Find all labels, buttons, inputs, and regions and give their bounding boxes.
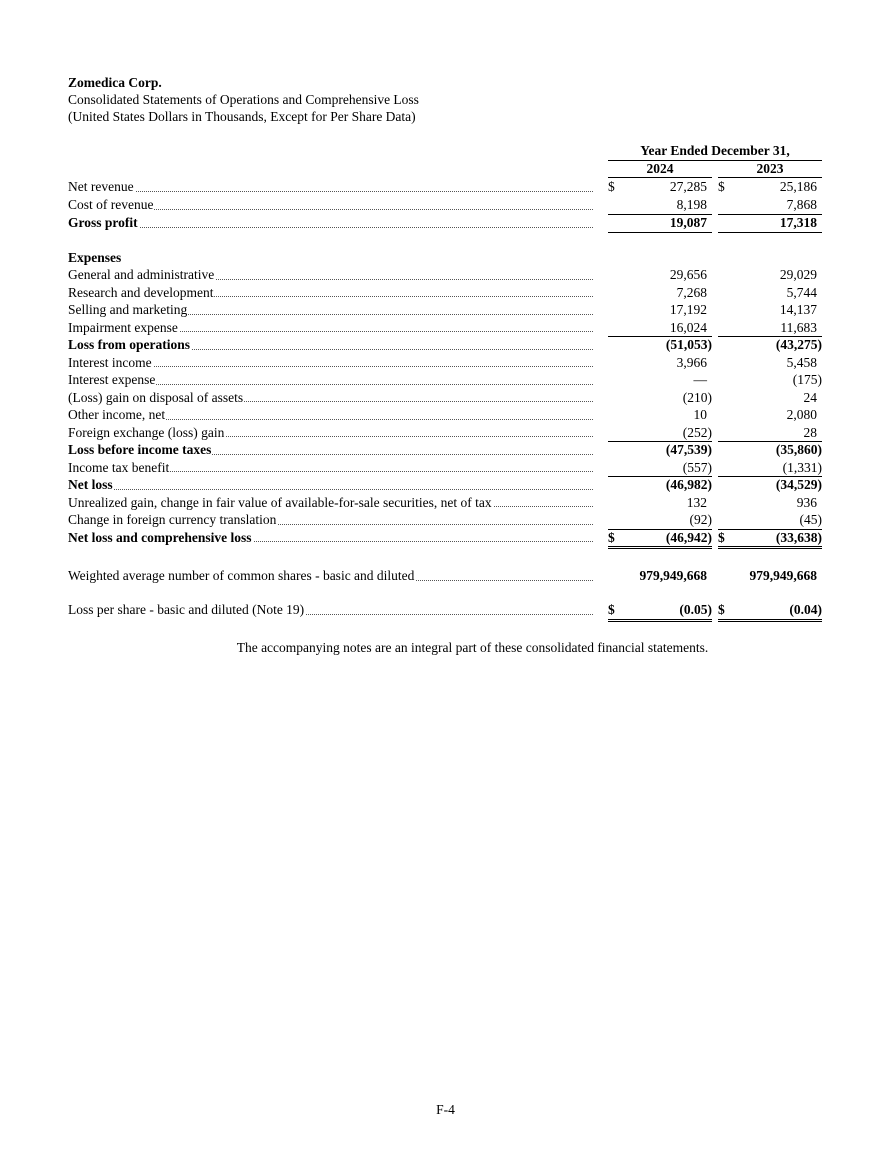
value-2024: 7,268 [676, 284, 707, 300]
currency-symbol: $ [718, 179, 725, 194]
row-impairment-expense [68, 319, 828, 337]
row-label: Loss before income taxes [68, 442, 212, 457]
value-2024: 19,087 [669, 215, 707, 230]
row-label: General and administrative [68, 267, 215, 282]
row-label: Unrealized gain, change in fair value of available-for-sale securities, net of tax [68, 494, 492, 510]
value-2023: 936 [796, 494, 817, 510]
value-2024: — [693, 372, 707, 387]
row-gross-profit [68, 214, 828, 232]
row-selling-marketing [68, 301, 828, 319]
value-2024: (51,053) [665, 337, 712, 352]
row-label: (Loss) gain on disposal of assets [68, 389, 244, 405]
row-label: Loss per share - basic and diluted (Note 19) [68, 602, 305, 617]
statement-header [68, 74, 419, 125]
value-2024: (210) [682, 389, 712, 405]
value-2024: (46,982) [665, 477, 712, 492]
year-heading-2024: 2024 [608, 161, 712, 178]
row-label: Change in foreign currency translation [68, 512, 277, 527]
row-label: Interest expense [68, 372, 156, 387]
row-loss-from-operations [68, 336, 828, 354]
value-2023: (1,331) [782, 459, 822, 475]
row-currency-translation [68, 511, 828, 529]
row-net-revenue [68, 178, 828, 196]
value-2024: 979,949,668 [639, 568, 707, 583]
currency-symbol: $ [608, 602, 615, 617]
value-2024: (0.05) [679, 602, 712, 617]
value-2024: 29,656 [669, 267, 707, 282]
value-2024: (46,942) [665, 529, 712, 545]
value-2023: 28 [803, 424, 817, 440]
value-2023: (33,638) [775, 529, 822, 545]
row-foreign-exchange [68, 424, 828, 442]
value-2023: (45) [799, 512, 822, 527]
row-label: Selling and marketing [68, 302, 188, 317]
value-2024: 17,192 [669, 302, 707, 317]
section-expenses [68, 249, 828, 267]
value-2023: 29,029 [779, 267, 817, 282]
value-2023: 14,137 [779, 302, 817, 317]
value-2023: 7,868 [786, 197, 817, 212]
period-heading: Year Ended December 31, [608, 143, 822, 161]
value-2023: 11,683 [780, 319, 817, 335]
row-label: Foreign exchange (loss) gain [68, 424, 225, 440]
value-2023: (35,860) [775, 442, 822, 457]
row-disposal-of-assets [68, 389, 828, 407]
value-2024: 16,024 [669, 319, 707, 335]
row-label: Weighted average number of common shares - basic and diluted [68, 568, 415, 583]
value-2023: (0.04) [789, 602, 822, 617]
row-label: Net loss and comprehensive loss [68, 529, 252, 545]
row-net-loss [68, 476, 828, 494]
row-interest-expense [68, 371, 828, 389]
value-2024: (47,539) [665, 442, 712, 457]
row-weighted-shares [68, 567, 828, 585]
value-2024: 132 [686, 494, 707, 510]
row-label: Net revenue [68, 179, 134, 194]
currency-symbol: $ [608, 179, 615, 194]
value-2024: 3,966 [676, 354, 707, 370]
row-income-tax-benefit [68, 459, 828, 477]
value-2024: 8,198 [676, 197, 707, 212]
currency-symbol: $ [718, 602, 725, 617]
statement-title: Consolidated Statements of Operations and Comprehensive Loss [68, 92, 419, 107]
value-2023: (43,275) [775, 337, 822, 352]
row-general-administrative [68, 266, 828, 284]
value-2023: 25,186 [779, 179, 817, 194]
row-label: Research and development [68, 284, 214, 300]
row-label: Other income, net [68, 407, 166, 422]
value-2023: 5,744 [786, 284, 817, 300]
value-2023: 24 [803, 389, 817, 405]
company-name: Zomedica Corp. [68, 75, 162, 90]
page-number: F-4 [436, 1102, 455, 1117]
value-2024: 27,285 [669, 179, 707, 194]
value-2023: (175) [792, 372, 822, 387]
value-2024: (92) [689, 512, 712, 527]
row-cost-of-revenue [68, 196, 828, 214]
row-label: Loss from operations [68, 337, 191, 352]
row-label: Net loss [68, 477, 113, 492]
value-2023: (34,529) [775, 477, 822, 492]
row-label: Interest income [68, 354, 152, 370]
row-research-development [68, 284, 828, 302]
row-label: Gross profit [68, 215, 138, 230]
row-interest-income [68, 354, 828, 372]
section-heading: Expenses [68, 250, 122, 265]
row-net-comprehensive-loss [68, 529, 828, 547]
currency-symbol: $ [608, 529, 615, 545]
row-label: Income tax benefit [68, 459, 170, 475]
value-2023: 2,080 [786, 407, 817, 422]
value-2023: 979,949,668 [749, 568, 817, 583]
year-heading-2023: 2023 [718, 161, 822, 178]
value-2024: (252) [682, 424, 712, 440]
value-2023: 17,318 [779, 215, 817, 230]
footnote: The accompanying notes are an integral part of these consolidated financial statements. [236, 640, 709, 655]
units-note: (United States Dollars in Thousands, Except for Per Share Data) [68, 109, 416, 124]
value-2024: 10 [693, 407, 707, 422]
value-2023: 5,458 [786, 354, 817, 370]
row-unrealized-gain [68, 494, 828, 512]
row-label: Impairment expense [68, 319, 178, 335]
value-2024: (557) [682, 459, 712, 475]
row-loss-before-taxes [68, 441, 828, 459]
currency-symbol: $ [718, 529, 725, 545]
row-label: Cost of revenue [68, 197, 154, 212]
row-loss-per-share [68, 601, 828, 619]
row-other-income [68, 406, 828, 424]
